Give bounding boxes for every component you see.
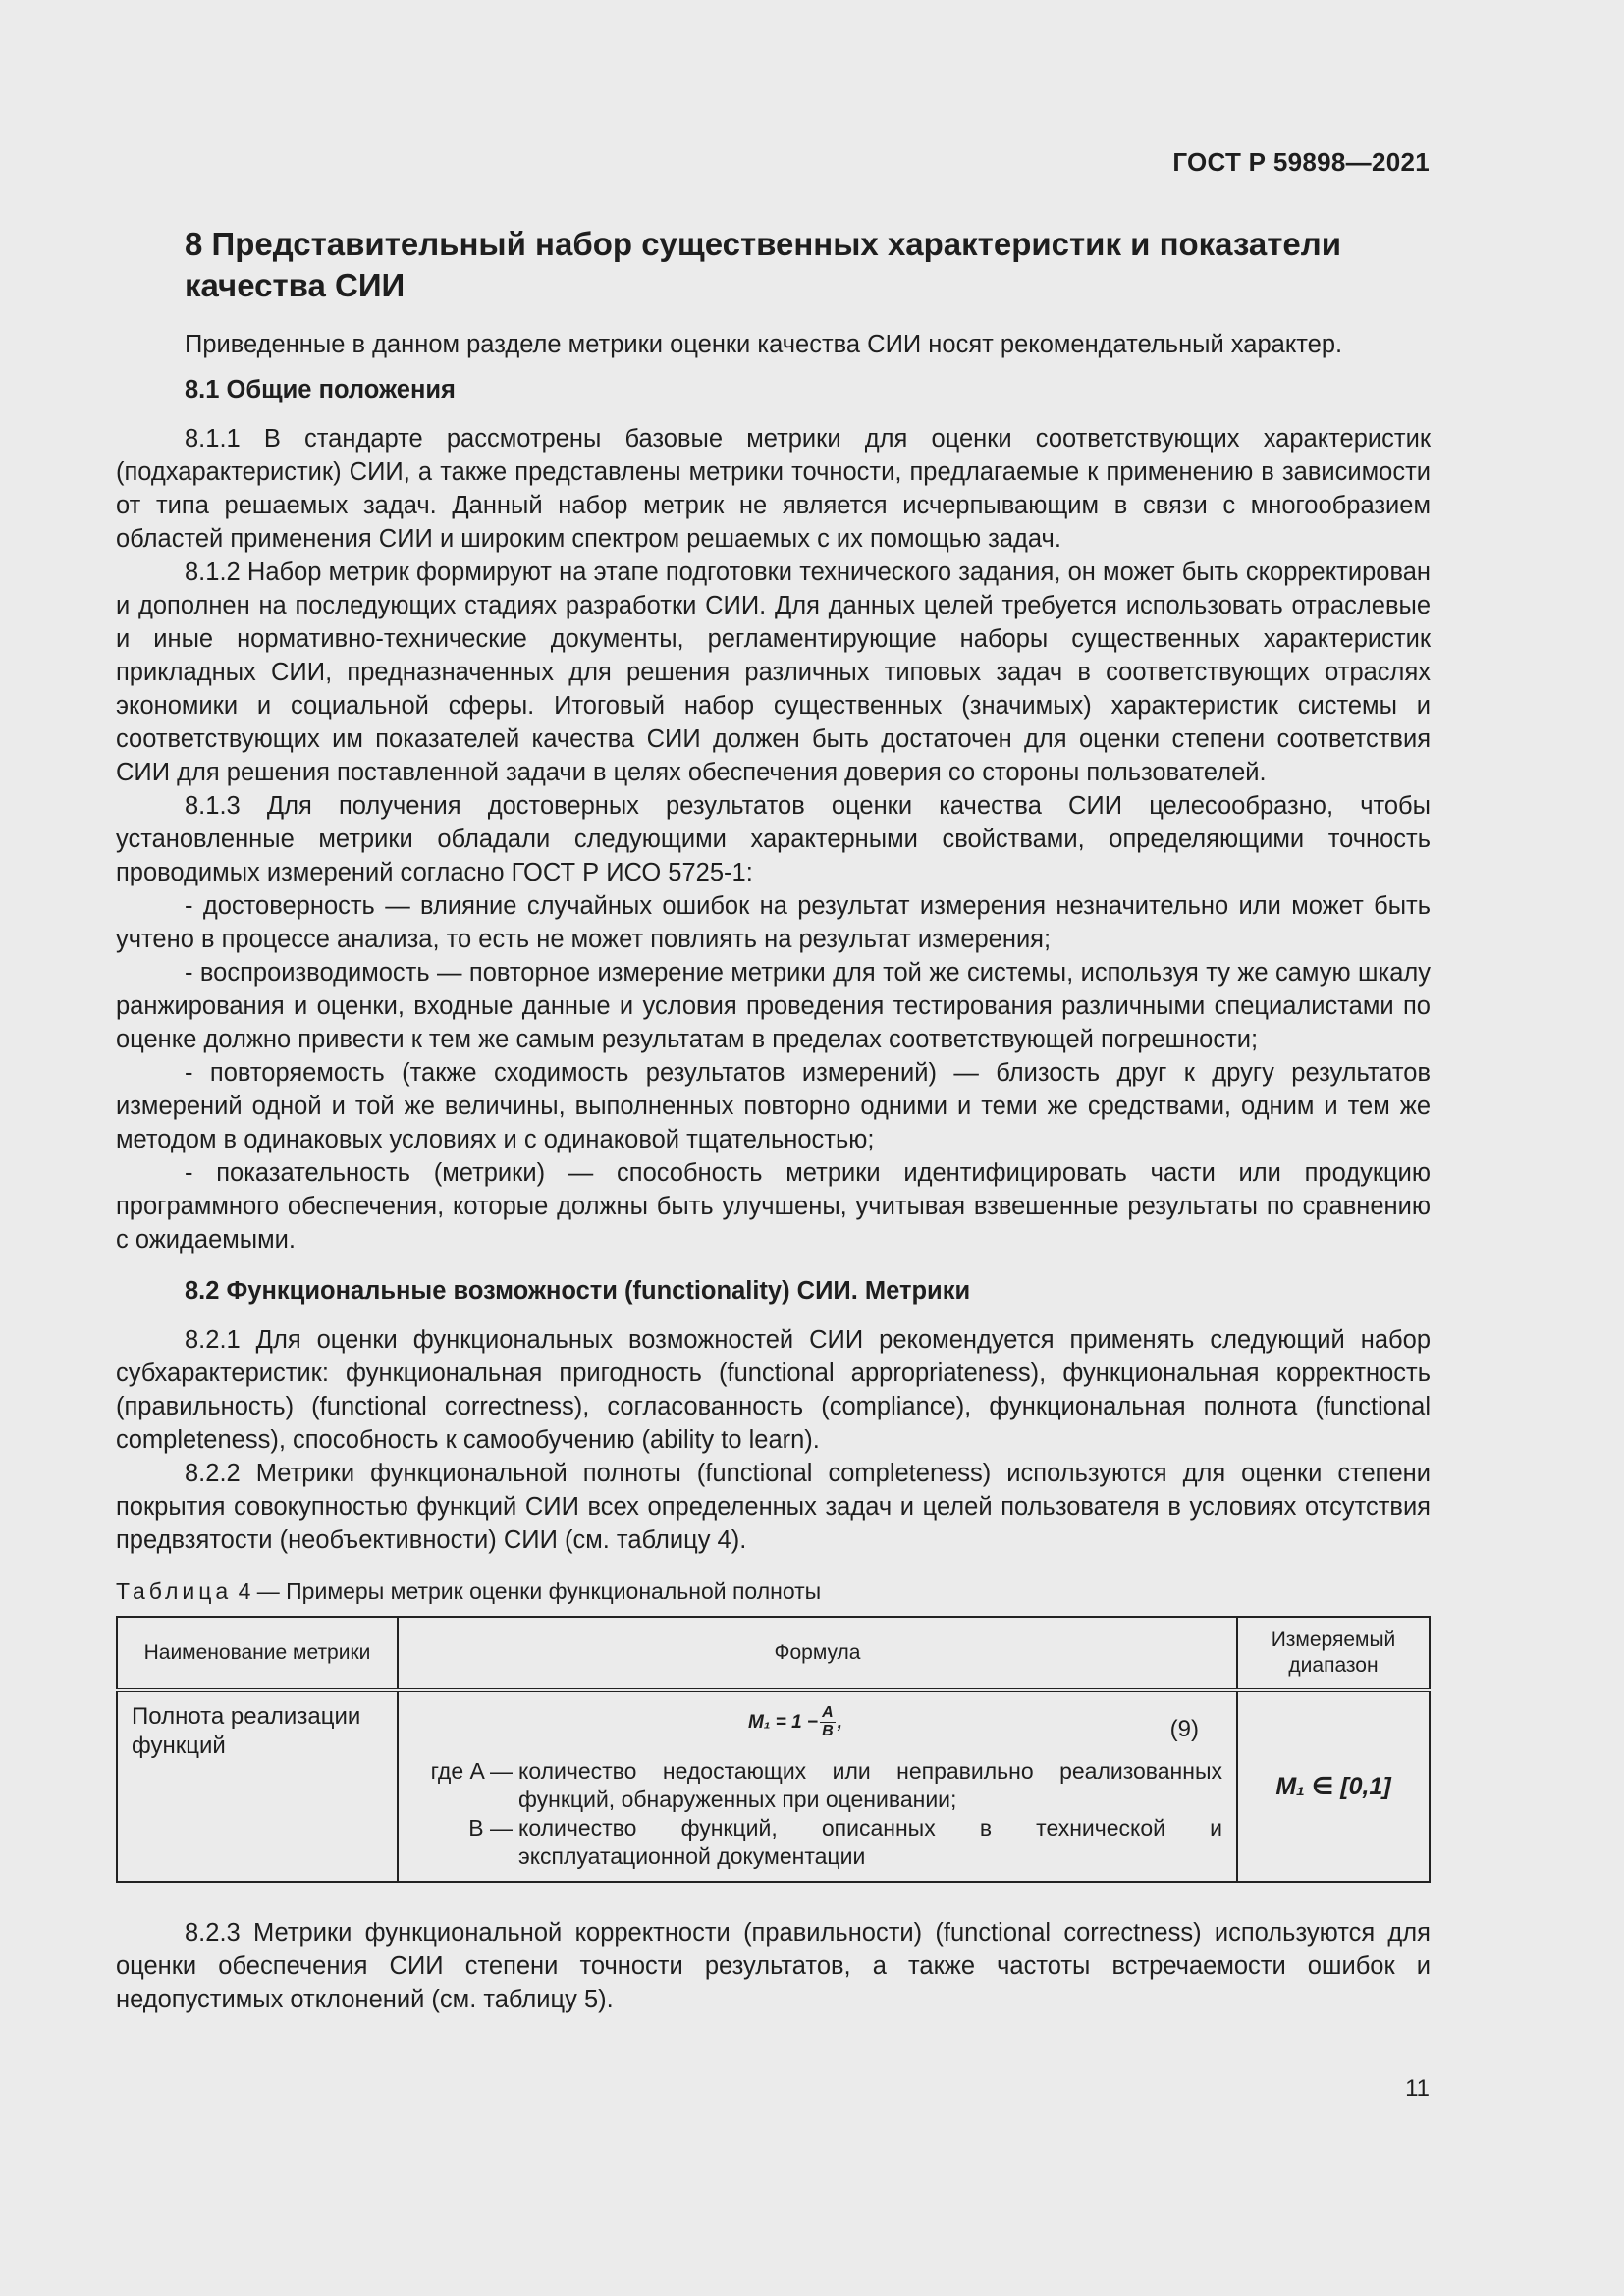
bullet-indicativeness: - показательность (метрики) — способность метрики идентифицировать части или продукцию программного обеспечения, которые должны быть улучшены, учитывая взвешенные результаты по сравнению с ожидаемыми. bbox=[116, 1159, 1431, 1254]
table-caption-word: Таблица bbox=[116, 1578, 233, 1604]
formula-fraction bbox=[820, 1704, 836, 1740]
legend-b bbox=[414, 1814, 1222, 1871]
legend-a-lead: где A — bbox=[430, 1758, 513, 1784]
section-8-note: Приведенные в данном разделе метрики оценки качества СИИ носят рекомендательный характер. bbox=[185, 331, 1343, 358]
table-row bbox=[117, 1690, 1430, 1882]
cell-range: M₁ ∈ [0,1] bbox=[1237, 1690, 1430, 1882]
table-4 bbox=[116, 1616, 1431, 1883]
paragraph-8-2-1: 8.2.1 Для оценки функциональных возможностей СИИ рекомендуется применять следующий набор субхарактеристик: функциональная пригодность (functional appropriateness), функциональная корректность (правильность) (functional correctness), согласованность (compliance), функциональная полнота (functional completeness), способность к самообучению (ability to learn). bbox=[116, 1326, 1431, 1454]
section-8-title: 8 Представительный набор существенных характеристик и показатели качества СИИ bbox=[185, 226, 1342, 303]
section-8-2-title: 8.2 Функциональные возможности (functionality) СИИ. Метрики bbox=[185, 1277, 971, 1305]
paragraph-8-2-3: 8.2.3 Метрики функциональной корректности (правильности) (functional correctness) используются для оценки обеспечения СИИ степени точности результатов, а также частоты встречаемости ошибок и недопустимых отклонений (см. таблицу 5). bbox=[116, 1919, 1431, 2013]
table-caption-text: 4 — Примеры метрик оценки функциональной полноты bbox=[232, 1578, 822, 1604]
paragraph-8-1-3: 8.1.3 Для получения достоверных результатов оценки качества СИИ целесообразно, чтобы установленные метрики обладали следующими характерными свойствами, определяющими точность проводимых измерений согласно ГОСТ Р ИСО 5725-1: bbox=[116, 792, 1431, 886]
formula-line bbox=[414, 1700, 1222, 1757]
table-4-caption bbox=[116, 1576, 1431, 1606]
legend-b-lead: B — bbox=[468, 1815, 513, 1841]
legend-b-text: количество функций, описанных в технической и эксплуатационной документации bbox=[518, 1815, 1222, 1869]
bullet-reliability: - достоверность — влияние случайных ошибок на результат измерения незначительно или может быть учтено в процессе анализа, то есть не может повлиять на результат измерения; bbox=[116, 892, 1431, 953]
cell-metric-name: Полнота реализации функций bbox=[117, 1690, 398, 1882]
bullet-repeatability: - повторяемость (также сходимость результатов измерений) — близость друг к другу результатов измерений одной и той же величины, выполненных повторно одними и теми же средствами, одним и тем же методом в одинаковых условиях и с одинаковой тщательностью; bbox=[116, 1059, 1431, 1153]
paragraph-8-1-1: 8.1.1 В стандарте рассмотрены базовые метрики для оценки соответствующих характеристик (подхарактеристик) СИИ, а также представлены метрики точности, предлагаемые к применению в зависимости от типа решаемых задач. Данный набор метрик не является исчерпывающим в связи с многообразием областей применения СИИ и широким спектром решаемых с их помощью задач. bbox=[116, 425, 1431, 553]
paragraph-8-2-2: 8.2.2 Метрики функциональной полноты (functional completeness) используются для оценки степени покрытия совокупностью функций СИИ всех определенных задач и целей пользователя в условиях отсутствия предвзятости (необъективности) СИИ (см. таблицу 4). bbox=[116, 1460, 1431, 1554]
header-metric-name: Наименование метрики bbox=[117, 1617, 398, 1690]
page-number: 11 bbox=[1405, 2075, 1430, 2102]
header-range: Измеряемый диапазон bbox=[1237, 1617, 1430, 1690]
equation-number: (9) bbox=[1169, 1716, 1199, 1742]
bullet-reproducibility: - воспроизводимость — повторное измерение метрики для той же системы, используя ту же самую шкалу ранжирования и оценки, входные данные и условия проведения тестирования различными специалистами по оценке должно привести к тем же самым результатам в пределах соответствующей погрешности; bbox=[116, 959, 1431, 1053]
page-content bbox=[116, 224, 1431, 2016]
standard-code: ГОСТ Р 59898—2021 bbox=[1172, 147, 1430, 177]
cell-formula bbox=[398, 1690, 1237, 1882]
paragraph-8-1-2: 8.1.2 Набор метрик формируют на этапе подготовки технического задания, он может быть скорректирован и дополнен на последующих стадиях разработки СИИ. Для данных целей требуется использовать отраслевые и иные нормативно-технические документы, регламентирующие наборы существенных характеристик прикладных СИИ, предназначенных для решения различных типовых задач в соответствующих отраслях экономики и социальной сферы. Итоговый набор существенных (значимых) характеристик системы и соответствующих им показателей качества СИИ должен быть достаточен для оценки степени соответствия СИИ для решения поставленной задачи в целях обеспечения доверия со стороны пользователей. bbox=[116, 559, 1431, 786]
legend-a bbox=[414, 1757, 1222, 1814]
formula-denominator: B bbox=[822, 1723, 834, 1739]
legend-a-text: количество недостающих или неправильно реализованных функций, обнаруженных при оценивании; bbox=[518, 1758, 1222, 1812]
formula-numerator: A bbox=[822, 1704, 834, 1721]
formula-legend bbox=[414, 1757, 1222, 1871]
formula-tail: , bbox=[837, 1711, 842, 1733]
section-8-1-title: 8.1 Общие положения bbox=[185, 376, 456, 403]
formula-m1 bbox=[748, 1704, 842, 1740]
table-header-row bbox=[117, 1617, 1430, 1690]
formula-lhs: M₁ = 1 − bbox=[748, 1711, 819, 1733]
header-formula: Формула bbox=[398, 1617, 1237, 1690]
